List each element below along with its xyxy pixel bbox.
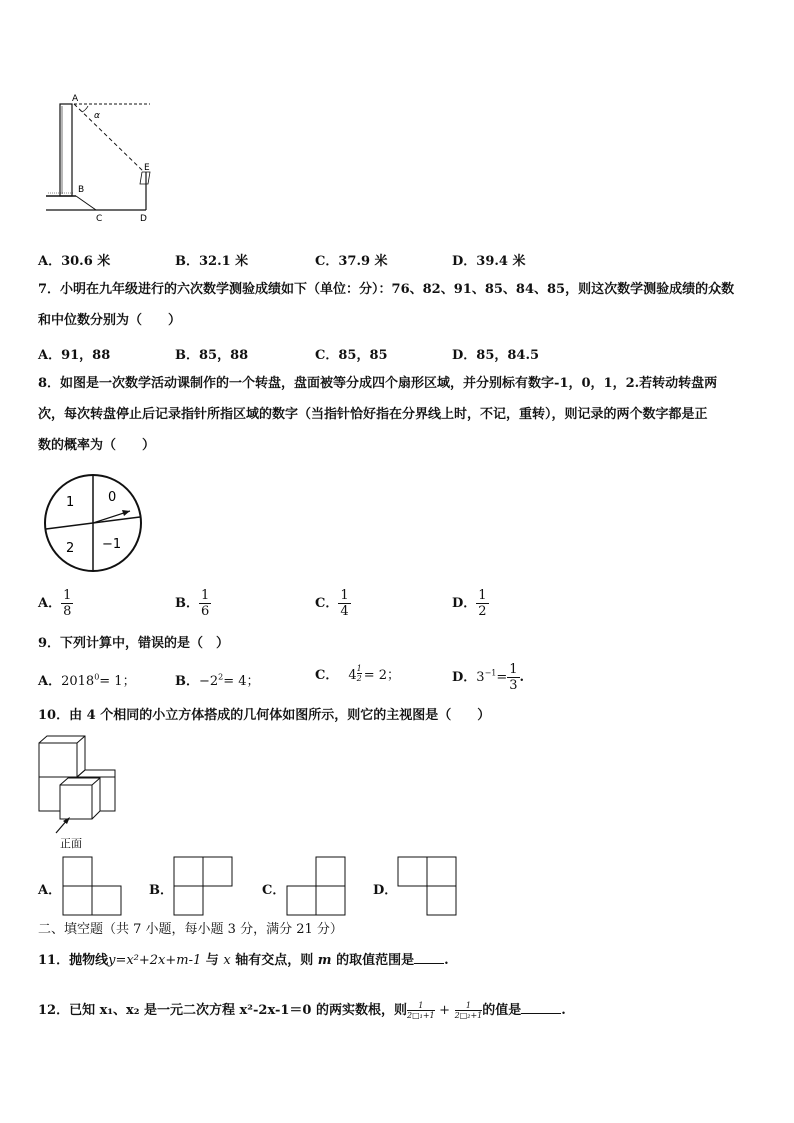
q12-answer-blank[interactable] bbox=[521, 1013, 561, 1014]
q10-solid-figure bbox=[36, 733, 120, 853]
front-label: 正面 bbox=[60, 837, 82, 850]
q10-option-d-figure bbox=[397, 856, 459, 916]
q8-option-d: D． $\frac{1}{2}$ bbox=[452, 588, 487, 619]
q8-stem-line3: 数的概率为（ ） bbox=[38, 438, 156, 453]
q9-option-b: B．$-2^2= 4$； bbox=[175, 672, 260, 689]
q10-stem: 10．由 4 个相同的小立方体搭成的几何体如图所示，则它的主视图是（ ） bbox=[38, 708, 491, 723]
q6-option-b: B．32.1 米 bbox=[175, 254, 249, 269]
label-c: C bbox=[96, 214, 103, 224]
q7-option-a: A．91，88 bbox=[38, 348, 111, 363]
section-2-heading: 二、填空题（共 7 小题，每小题 3 分，满分 21 分） bbox=[38, 922, 343, 937]
q8-stem-line2: 次，每次转盘停止后记录指针所指区域的数字（当指针恰好指在分界线上时，不记，重转），则记录的两个数字都是正 bbox=[38, 407, 708, 422]
q10-option-a-figure bbox=[62, 856, 124, 916]
label-a: A bbox=[72, 94, 79, 104]
q12-stem: 12．已知 x₁、x₂ 是一元二次方程 x²-2x-1＝0 的两实数根，则 $\frac{1}{\text{2□₁+1}}$ + $\frac{1}{\text{2□₂+1}}$的值是 . bbox=[38, 1001, 566, 1020]
spinner-label-2: 2 bbox=[66, 541, 75, 556]
q6-option-d: D．39.4 米 bbox=[452, 254, 526, 269]
q7-option-b: B．85，88 bbox=[175, 348, 249, 363]
q8-stem-line1: 8．如图是一次数学活动课制作的一个转盘，盘面被等分成四个扇形区域，并分别标有数字-1，0，1，2.若转动转盘两 bbox=[38, 376, 718, 391]
q11-stem: 11．抛物线y=x²+2x+m-1 与 x 轴有交点，则 m 的取值范围是 . bbox=[38, 953, 449, 968]
q9-stem: 9．下列计算中，错误的是（ ） bbox=[38, 636, 230, 651]
spinner-label-1: 1 bbox=[66, 495, 75, 510]
q8-option-c: C． $\frac{1}{4}$ bbox=[315, 588, 349, 619]
q7-stem-line2: 和中位数分别为（ ） bbox=[38, 313, 182, 328]
q7-stem-line1: 7．小明在九年级进行的六次数学测验成绩如下（单位：分）：76、82、91、85、84、85，则这次数学测验成绩的众数 bbox=[38, 282, 735, 297]
q9-option-d: D．$3^{-1}=$ $\frac{1}{3}$ . bbox=[452, 662, 525, 693]
q10-option-c-figure bbox=[286, 856, 348, 916]
q8-spinner bbox=[42, 472, 144, 574]
q10-option-c: C． bbox=[262, 883, 286, 898]
label-e: E bbox=[144, 163, 150, 173]
q10-option-b-figure bbox=[173, 856, 235, 916]
q10-option-a: A． bbox=[38, 883, 62, 898]
q7-option-d: D．85，84.5 bbox=[452, 348, 540, 363]
q9-option-c: C． 4 $\frac{1}{2} = 2$； bbox=[315, 664, 401, 683]
q6-figure bbox=[38, 88, 158, 228]
spinner-label-0: 0 bbox=[108, 490, 117, 505]
q6-option-c: C．37.9 米 bbox=[315, 254, 388, 269]
q8-option-b: B． $\frac{1}{6}$ bbox=[175, 588, 210, 619]
spinner-label-neg1: −1 bbox=[102, 537, 122, 552]
q10-option-b: B． bbox=[149, 883, 173, 898]
q8-option-a: A． $\frac{1}{8}$ bbox=[38, 588, 72, 619]
label-b: B bbox=[78, 185, 85, 195]
q10-option-d: D． bbox=[373, 883, 398, 898]
q9-option-a: A．$2018^0= 1$； bbox=[38, 672, 136, 689]
q6-option-a: A．30.6 米 bbox=[38, 254, 111, 269]
q7-option-c: C．85，85 bbox=[315, 348, 388, 363]
q11-answer-blank[interactable] bbox=[414, 963, 444, 964]
label-alpha: α bbox=[94, 111, 100, 121]
label-d: D bbox=[140, 214, 147, 224]
